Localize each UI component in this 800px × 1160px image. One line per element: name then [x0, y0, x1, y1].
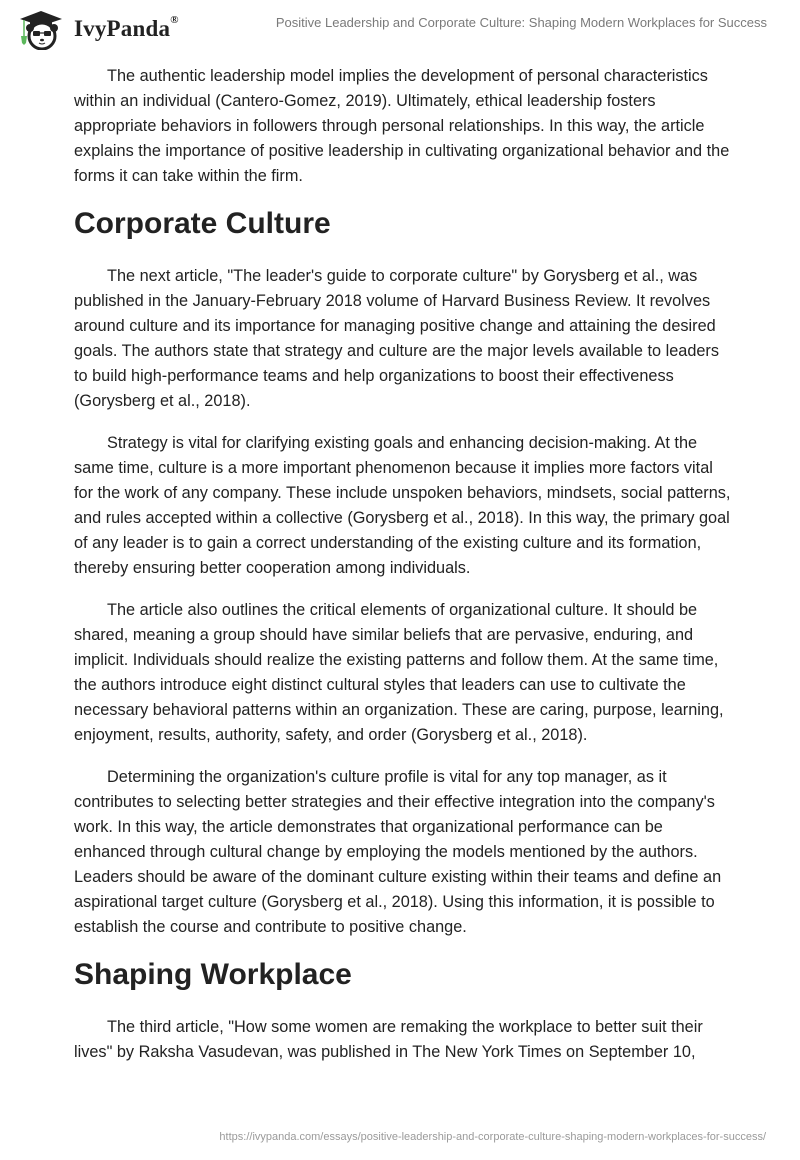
document-title: Positive Leadership and Corporate Culture: Shaping Modern Workplaces for Success	[275, 15, 767, 30]
paragraph: The article also outlines the critical elements of organizational culture. It should be shared, meaning a group should have similar beliefs that are pervasive, enduring, and implicit. Individuals should realize the existing patterns and follow them. At the same time, the authors introduce eight distinct cultural styles that leaders can use to cultivate the necessary behavioral patterns within an organization. These are caring, purpose, learning, enjoyment, results, authority, safety, and order (Gorysberg et al., 2018).	[74, 601, 724, 744]
paragraph: The next article, "The leader's guide to corporate culture" by Gorysberg et al., was published in the January-February 2018 volume of Harvard Business Review. It revolves around culture and its importance for managing positive change and attaining the desired goals. The authors state that strategy and culture are the major levels available to leaders to build high-performance teams and help organizations to boost their effectiveness (Gorysberg et al., 2018).	[74, 267, 719, 410]
page-header	[0, 0, 800, 56]
paragraph: The third article, "How some women are remaking the workplace to better suit their lives" by Raksha Vasudevan, was published in The New York Times on September 10,	[74, 1018, 703, 1061]
section-heading-corporate-culture: Corporate Culture	[74, 207, 331, 240]
paragraph: The authentic leadership model implies the development of personal characteristics within an individual (Cantero-Gomez, 2019). Ultimately, ethical leadership fosters appropriate behaviors in followers through personal relationships. In this way, the article explains the importance of positive leadership in cultivating organizational behavior and the forms it can take within the firm.	[74, 67, 730, 185]
ivypanda-logo[interactable]	[16, 8, 179, 50]
paragraph: Strategy is vital for clarifying existing goals and enhancing decision-making. At the same time, culture is a more important phenomenon because it implies more factors vital for the work of any company. These include unspoken behaviors, mindsets, social patterns, and rules accepted within a collective (Gorysberg et al., 2018). In this way, the primary goal of any leader is to gain a correct understanding of the existing culture and its formation, thereby ensuring better cooperation among individuals.	[74, 434, 731, 577]
source-url-link[interactable]: https://ivypanda.com/essays/positive-leadership-and-corporate-culture-shaping-modern-workplaces-for-success/	[219, 1131, 766, 1143]
paragraph: Determining the organization's culture profile is vital for any top manager, as it contributes to selecting better strategies and their effective integration into the company's work. In this way, the article demonstrates that organizational performance can be enhanced through cultural change by employing the models mentioned by the authors. Leaders should be aware of the dominant culture existing within their teams and define an aspirational target culture (Gorysberg et al., 2018). Using this information, it is possible to establish the course and contribute to positive change.	[74, 768, 722, 936]
panda-graduate-icon	[16, 8, 66, 50]
logo-wordmark: IvyPanda®	[74, 14, 179, 41]
essay-body	[74, 64, 734, 1082]
section-heading-shaping-workplace: Shaping Workplace	[74, 958, 352, 991]
